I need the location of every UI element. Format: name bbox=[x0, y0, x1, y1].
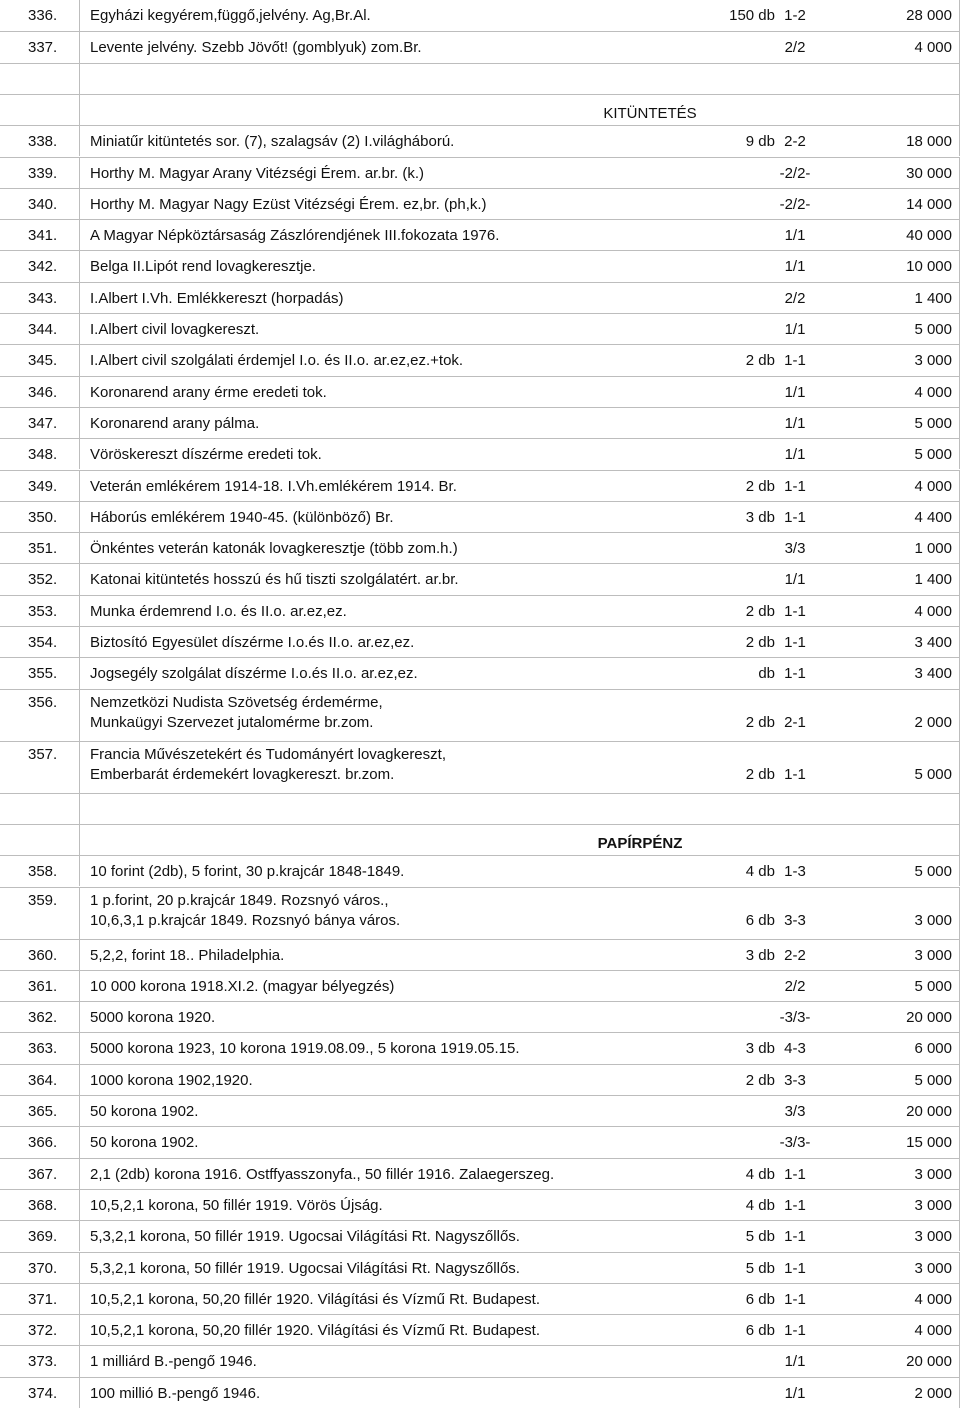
table-row bbox=[0, 1189, 960, 1220]
table-row bbox=[0, 0, 960, 31]
item-grade: 1/1 bbox=[784, 446, 806, 464]
column-divider bbox=[79, 283, 80, 313]
item-quantity: 4 db bbox=[745, 1196, 775, 1214]
item-grade: 1-1 bbox=[784, 1259, 806, 1277]
item-price: 5 000 bbox=[914, 321, 952, 338]
item-description: Háborús emlékérem 1940-45. (különböző) Br. bbox=[90, 508, 394, 526]
item-description: I.Albert I.Vh. Emlékkereszt (horpadás) bbox=[90, 289, 344, 307]
item-quantity: 3 db bbox=[745, 946, 775, 964]
item-description: 5,2,2, forint 18.. Philadelphia. bbox=[90, 946, 285, 964]
column-divider bbox=[79, 502, 80, 532]
column-divider bbox=[79, 690, 80, 741]
item-price: 1 400 bbox=[914, 571, 952, 589]
item-price: 3 000 bbox=[914, 1228, 952, 1246]
item-price: 10 000 bbox=[906, 258, 952, 276]
item-number: 370. bbox=[28, 1259, 58, 1277]
item-description: A Magyar Népköztársaság Zászlórendjének III.fokozata 1976. bbox=[90, 227, 500, 245]
item-grade: 1/1 bbox=[784, 571, 806, 589]
item-price: 3 000 bbox=[914, 911, 952, 929]
table-row bbox=[0, 1377, 960, 1408]
item-number: 345. bbox=[28, 352, 58, 370]
item-description: 2,1 (2db) korona 1916. Ostffyasszonyfa., 50 fillér 1916. Zalaegerszeg. bbox=[90, 1165, 555, 1183]
item-price: 4 000 bbox=[914, 383, 952, 401]
item-grade: 1-1 bbox=[784, 477, 806, 495]
item-grade: 1-3 bbox=[784, 863, 806, 881]
item-grade: 2-2 bbox=[784, 946, 806, 964]
item-quantity: 5 db bbox=[745, 1259, 775, 1277]
item-quantity: 4 db bbox=[745, 863, 775, 881]
item-description: Önkéntes veterán katonák lovagkeresztje (több zom.h.) bbox=[90, 540, 458, 558]
item-grade: 1/1 bbox=[784, 258, 806, 276]
item-grade: 2-1 bbox=[784, 713, 806, 731]
item-price: 1 000 bbox=[914, 540, 952, 558]
item-number: 346. bbox=[28, 383, 58, 401]
item-price: 4 000 bbox=[914, 39, 952, 57]
table-row bbox=[0, 157, 960, 188]
item-grade: 1-1 bbox=[784, 1228, 806, 1246]
table-row bbox=[0, 595, 960, 626]
item-description: 10,5,2,1 korona, 50,20 fillér 1920. Világítási és Vízmű Rt. Budapest. bbox=[90, 1290, 540, 1308]
table-row bbox=[0, 376, 960, 407]
column-divider bbox=[79, 596, 80, 626]
item-grade: -3/3- bbox=[779, 1134, 811, 1152]
item-price: 30 000 bbox=[906, 164, 952, 182]
item-description: Jogsegély szolgálat díszérme I.o.és II.o. ar.ez,ez. bbox=[90, 665, 418, 683]
item-price: 4 400 bbox=[914, 508, 952, 526]
item-quantity: 3 db bbox=[745, 508, 775, 526]
item-description: 1 p.forint, 20 p.krajcár 1849. Rozsnyó város., 10,6,3,1 p.krajcár 1849. Rozsnyó bánya város. bbox=[90, 891, 401, 929]
item-grade: 1-2 bbox=[784, 7, 806, 24]
item-number: 374. bbox=[28, 1384, 58, 1402]
column-divider bbox=[79, 1346, 80, 1376]
blank-row bbox=[0, 63, 960, 94]
item-grade: -2/2- bbox=[779, 164, 811, 182]
item-number: 348. bbox=[28, 446, 58, 464]
item-description: 10 forint (2db), 5 forint, 30 p.krajcár 1848-1849. bbox=[90, 863, 405, 881]
column-divider bbox=[79, 1221, 80, 1251]
item-number: 336. bbox=[28, 7, 58, 24]
column-divider bbox=[79, 742, 80, 793]
column-divider bbox=[79, 627, 80, 657]
table-row bbox=[0, 887, 960, 939]
item-quantity: 2 db bbox=[745, 602, 775, 620]
table-row bbox=[0, 1001, 960, 1032]
item-number: 359. bbox=[28, 891, 58, 909]
item-grade: 4-3 bbox=[784, 1040, 806, 1058]
item-number: 363. bbox=[28, 1040, 58, 1058]
item-grade: 1/1 bbox=[784, 321, 806, 338]
item-price: 5 000 bbox=[914, 1071, 952, 1089]
section-heading-row bbox=[0, 824, 960, 855]
item-description: Koronarend arany érme eredeti tok. bbox=[90, 383, 327, 401]
item-grade: 1-1 bbox=[784, 352, 806, 370]
column-divider bbox=[79, 1190, 80, 1220]
item-number: 350. bbox=[28, 508, 58, 526]
table-row bbox=[0, 563, 960, 594]
item-description: 50 korona 1902. bbox=[90, 1103, 199, 1120]
column-divider bbox=[79, 1096, 80, 1126]
item-quantity: 6 db bbox=[745, 1290, 775, 1308]
item-price: 3 400 bbox=[914, 665, 952, 683]
item-description: 5000 korona 1923, 10 korona 1919.08.09., 5 korona 1919.05.15. bbox=[90, 1040, 520, 1058]
item-grade: 1/1 bbox=[784, 1384, 806, 1402]
item-grade: 3-3 bbox=[784, 1071, 806, 1089]
item-description: 10,5,2,1 korona, 50 fillér 1919. Vörös Újság. bbox=[90, 1196, 383, 1214]
item-number: 369. bbox=[28, 1228, 58, 1246]
item-description: 5,3,2,1 korona, 50 fillér 1919. Ugocsai Világítási Rt. Nagyszőllős. bbox=[90, 1259, 520, 1277]
item-quantity: 9 db bbox=[745, 133, 775, 151]
column-divider bbox=[79, 439, 80, 469]
item-quantity: 6 db bbox=[745, 1322, 775, 1340]
item-number: 365. bbox=[28, 1103, 58, 1120]
item-grade: 2/2 bbox=[784, 289, 806, 307]
item-price: 28 000 bbox=[906, 7, 952, 24]
item-grade: 1/1 bbox=[784, 227, 806, 245]
section-heading-row bbox=[0, 94, 960, 125]
item-grade: 2/2 bbox=[784, 977, 806, 995]
item-description: Francia Művészetekért és Tudományért lovagkereszt, Emberbarát érdemekért lovagkereszt. br.zom. bbox=[90, 745, 446, 783]
item-price: 40 000 bbox=[906, 227, 952, 245]
table-row bbox=[0, 626, 960, 657]
item-price: 4 000 bbox=[914, 1290, 952, 1308]
item-description: Biztosító Egyesület díszérme I.o.és II.o. ar.ez,ez. bbox=[90, 634, 415, 651]
table-row bbox=[0, 1158, 960, 1189]
item-grade: 1/1 bbox=[784, 383, 806, 401]
column-divider bbox=[79, 1253, 80, 1283]
item-price: 3 000 bbox=[914, 1165, 952, 1183]
table-row bbox=[0, 31, 960, 62]
item-description: 10 000 korona 1918.XI.2. (magyar bélyegzés) bbox=[90, 977, 395, 995]
item-description: 5000 korona 1920. bbox=[90, 1009, 216, 1027]
item-grade: -3/3- bbox=[779, 1009, 811, 1027]
item-number: 357. bbox=[28, 745, 58, 763]
item-number: 338. bbox=[28, 133, 58, 151]
item-description: 1000 korona 1902,1920. bbox=[90, 1071, 253, 1089]
item-number: 353. bbox=[28, 602, 58, 620]
item-number: 372. bbox=[28, 1322, 58, 1340]
table-row bbox=[0, 1064, 960, 1095]
column-divider bbox=[79, 126, 80, 156]
table-row bbox=[0, 250, 960, 281]
item-price: 18 000 bbox=[906, 133, 952, 151]
table-row bbox=[0, 188, 960, 219]
item-price: 3 000 bbox=[914, 1259, 952, 1277]
table-row bbox=[0, 1283, 960, 1314]
item-description: I.Albert civil lovagkereszt. bbox=[90, 321, 260, 338]
item-quantity: 2 db bbox=[745, 1071, 775, 1089]
item-number: 366. bbox=[28, 1134, 58, 1152]
item-price: 20 000 bbox=[906, 1009, 952, 1027]
item-quantity: 2 db bbox=[745, 477, 775, 495]
item-grade: 1-1 bbox=[784, 602, 806, 620]
section-heading: PAPÍRPÉNZ bbox=[597, 834, 683, 852]
column-divider bbox=[79, 856, 80, 886]
item-price: 3 000 bbox=[914, 352, 952, 370]
table-row bbox=[0, 344, 960, 375]
item-number: 349. bbox=[28, 477, 58, 495]
item-price: 4 000 bbox=[914, 602, 952, 620]
item-description: 5,3,2,1 korona, 50 fillér 1919. Ugocsai Világítási Rt. Nagyszőllős. bbox=[90, 1228, 520, 1246]
table-row bbox=[0, 219, 960, 250]
item-grade: 3-3 bbox=[784, 911, 806, 929]
column-divider bbox=[79, 564, 80, 594]
item-description: Veterán emlékérem 1914-18. I.Vh.emlékérem 1914. Br. bbox=[90, 477, 457, 495]
table-row bbox=[0, 1252, 960, 1283]
column-divider bbox=[79, 251, 80, 281]
table-row bbox=[0, 282, 960, 313]
item-quantity: 2 db bbox=[745, 634, 775, 651]
item-grade: 1-1 bbox=[784, 765, 806, 783]
table-row bbox=[0, 689, 960, 741]
column-divider bbox=[79, 940, 80, 970]
item-description: 10,5,2,1 korona, 50,20 fillér 1920. Világítási és Vízmű Rt. Budapest. bbox=[90, 1322, 540, 1340]
table-row bbox=[0, 125, 960, 156]
item-number: 360. bbox=[28, 946, 58, 964]
item-grade: 1/1 bbox=[784, 1353, 806, 1371]
item-quantity: db bbox=[758, 665, 775, 683]
column-divider bbox=[79, 533, 80, 563]
item-number: 368. bbox=[28, 1196, 58, 1214]
item-description: Nemzetközi Nudista Szövetség érdemérme, Munkaügyi Szervezet jutalomérme br.zom. bbox=[90, 693, 383, 731]
item-description: 1 milliárd B.-pengő 1946. bbox=[90, 1353, 257, 1371]
item-description: 50 korona 1902. bbox=[90, 1134, 199, 1152]
table-row bbox=[0, 1095, 960, 1126]
item-price: 5 000 bbox=[914, 765, 952, 783]
item-quantity: 2 db bbox=[745, 765, 775, 783]
item-number: 343. bbox=[28, 289, 58, 307]
column-divider bbox=[79, 189, 80, 219]
item-number: 339. bbox=[28, 164, 58, 182]
item-price: 5 000 bbox=[914, 414, 952, 432]
column-divider bbox=[79, 377, 80, 407]
item-description: Egyházi kegyérem,függő,jelvény. Ag,Br.Al. bbox=[90, 7, 371, 24]
item-description: Horthy M. Magyar Arany Vitézségi Érem. ar.br. (k.) bbox=[90, 164, 424, 182]
column-divider bbox=[79, 314, 80, 344]
column-divider bbox=[79, 1127, 80, 1157]
column-divider bbox=[79, 220, 80, 250]
item-number: 341. bbox=[28, 227, 58, 245]
table-row bbox=[0, 970, 960, 1001]
item-number: 344. bbox=[28, 321, 58, 338]
column-divider bbox=[79, 1159, 80, 1189]
section-heading: KITÜNTETÉS bbox=[603, 104, 697, 122]
item-grade: 2-2 bbox=[784, 133, 806, 151]
column-divider bbox=[79, 408, 80, 438]
item-grade: 1-1 bbox=[784, 665, 806, 683]
table-row bbox=[0, 470, 960, 501]
item-number: 351. bbox=[28, 540, 58, 558]
blank-row bbox=[0, 793, 960, 824]
item-description: Miniatűr kitüntetés sor. (7), szalagsáv (2) I.világháború. bbox=[90, 133, 455, 151]
column-divider bbox=[79, 0, 80, 31]
column-divider bbox=[79, 158, 80, 188]
item-number: 371. bbox=[28, 1290, 58, 1308]
table-row bbox=[0, 1032, 960, 1063]
table-row bbox=[0, 532, 960, 563]
item-number: 355. bbox=[28, 665, 58, 683]
table-row bbox=[0, 1345, 960, 1376]
item-price: 20 000 bbox=[906, 1103, 952, 1120]
item-grade: 1/1 bbox=[784, 414, 806, 432]
item-number: 367. bbox=[28, 1165, 58, 1183]
item-price: 5 000 bbox=[914, 977, 952, 995]
item-number: 342. bbox=[28, 258, 58, 276]
item-number: 358. bbox=[28, 863, 58, 881]
table-row bbox=[0, 855, 960, 886]
item-grade: 3/3 bbox=[784, 540, 806, 558]
item-number: 356. bbox=[28, 693, 58, 711]
item-price: 14 000 bbox=[906, 195, 952, 213]
table-row bbox=[0, 313, 960, 344]
item-number: 373. bbox=[28, 1353, 58, 1371]
column-divider bbox=[79, 971, 80, 1001]
item-description: Vöröskereszt díszérme eredeti tok. bbox=[90, 446, 322, 464]
item-number: 352. bbox=[28, 571, 58, 589]
item-description: Belga II.Lipót rend lovagkeresztje. bbox=[90, 258, 316, 276]
item-number: 361. bbox=[28, 977, 58, 995]
column-divider bbox=[79, 1033, 80, 1063]
item-grade: 1-1 bbox=[784, 1196, 806, 1214]
table-row bbox=[0, 407, 960, 438]
item-quantity: 6 db bbox=[745, 911, 775, 929]
table-row bbox=[0, 657, 960, 688]
item-price: 6 000 bbox=[914, 1040, 952, 1058]
column-divider bbox=[79, 1065, 80, 1095]
table-row bbox=[0, 1126, 960, 1157]
item-price: 15 000 bbox=[906, 1134, 952, 1152]
item-grade: 1-1 bbox=[784, 634, 806, 651]
column-divider bbox=[79, 888, 80, 939]
table-row bbox=[0, 939, 960, 970]
item-number: 337. bbox=[28, 39, 58, 57]
item-price: 1 400 bbox=[914, 289, 952, 307]
item-description: Koronarend arany pálma. bbox=[90, 414, 260, 432]
item-grade: 1-1 bbox=[784, 1290, 806, 1308]
item-price: 2 000 bbox=[914, 713, 952, 731]
item-price: 5 000 bbox=[914, 446, 952, 464]
item-quantity: 2 db bbox=[745, 352, 775, 370]
item-price: 2 000 bbox=[914, 1384, 952, 1402]
item-number: 362. bbox=[28, 1009, 58, 1027]
item-grade: 2/2 bbox=[784, 39, 806, 57]
column-divider bbox=[79, 471, 80, 501]
item-grade: 1-1 bbox=[784, 1165, 806, 1183]
item-price: 4 000 bbox=[914, 477, 952, 495]
item-number: 347. bbox=[28, 414, 58, 432]
item-grade: -2/2- bbox=[779, 195, 811, 213]
table-row bbox=[0, 1220, 960, 1251]
column-divider bbox=[79, 794, 80, 824]
table-row bbox=[0, 438, 960, 469]
item-number: 364. bbox=[28, 1071, 58, 1089]
column-divider bbox=[79, 1284, 80, 1314]
column-divider bbox=[79, 1378, 80, 1408]
item-price: 5 000 bbox=[914, 863, 952, 881]
item-description: Katonai kitüntetés hosszú és hű tiszti szolgálatért. ar.br. bbox=[90, 571, 459, 589]
column-divider bbox=[79, 345, 80, 375]
item-grade: 3/3 bbox=[784, 1103, 806, 1120]
item-quantity: 4 db bbox=[745, 1165, 775, 1183]
table-row bbox=[0, 501, 960, 532]
item-price: 4 000 bbox=[914, 1322, 952, 1340]
item-grade: 1-1 bbox=[784, 1322, 806, 1340]
item-grade: 1-1 bbox=[784, 508, 806, 526]
column-divider bbox=[79, 1315, 80, 1345]
column-divider bbox=[79, 32, 80, 62]
column-divider bbox=[79, 1002, 80, 1032]
table-row bbox=[0, 1314, 960, 1345]
item-number: 340. bbox=[28, 195, 58, 213]
item-quantity: 2 db bbox=[745, 713, 775, 731]
item-quantity: 150 db bbox=[729, 7, 775, 24]
item-price: 3 000 bbox=[914, 946, 952, 964]
item-description: I.Albert civil szolgálati érdemjel I.o. és II.o. ar.ez,ez.+tok. bbox=[90, 352, 464, 370]
table-row bbox=[0, 741, 960, 793]
column-divider bbox=[79, 658, 80, 688]
item-price: 3 400 bbox=[914, 634, 952, 651]
item-quantity: 5 db bbox=[745, 1228, 775, 1246]
item-price: 20 000 bbox=[906, 1353, 952, 1371]
item-number: 354. bbox=[28, 634, 58, 651]
item-description: 100 millió B.-pengő 1946. bbox=[90, 1384, 261, 1402]
item-description: Horthy M. Magyar Nagy Ezüst Vitézségi Érem. ez,br. (ph,k.) bbox=[90, 195, 487, 213]
item-price: 3 000 bbox=[914, 1196, 952, 1214]
item-quantity: 3 db bbox=[745, 1040, 775, 1058]
item-description: Levente jelvény. Szebb Jövőt! (gomblyuk) zom.Br. bbox=[90, 39, 422, 57]
column-divider bbox=[79, 64, 80, 94]
item-description: Munka érdemrend I.o. és II.o. ar.ez,ez. bbox=[90, 602, 347, 620]
